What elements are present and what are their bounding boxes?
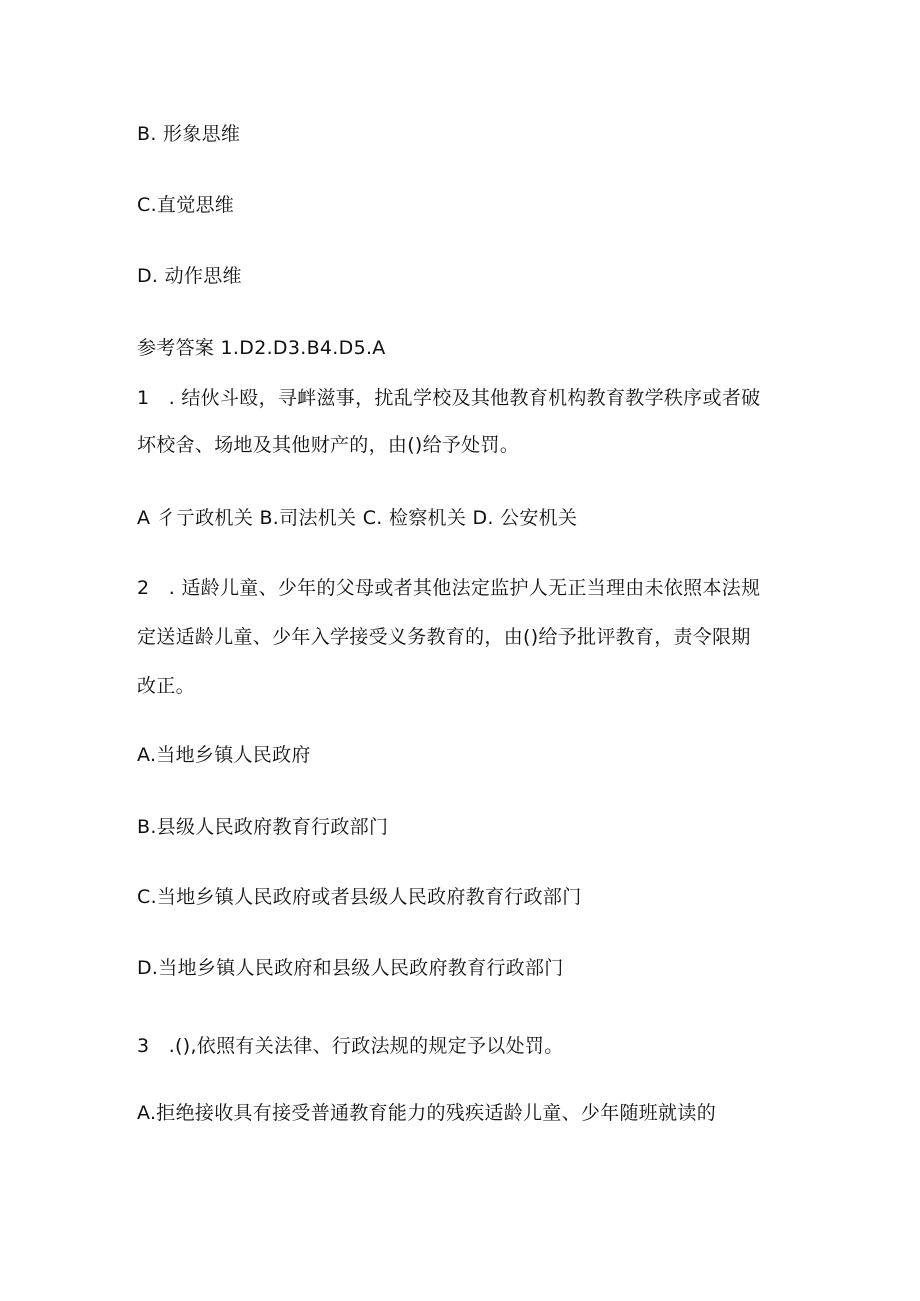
question-2-text-line-2: 定送适龄儿童、少年入学接受义务教育的，由()给予批评教育，责令限期	[137, 626, 751, 648]
question-2-option-d: D.当地乡镇人民政府和县级人民政府教育行政部门	[137, 957, 564, 979]
question-3-option-a: A.拒绝接收具有接受普通教育能力的残疾适龄儿童、少年随班就读的	[137, 1102, 717, 1124]
option-c-intuitive-thinking: C.直觉思维	[137, 194, 235, 216]
question-2-option-a: A.当地乡镇人民政府	[137, 744, 311, 766]
option-d-action-thinking: D. 动作思维	[137, 265, 242, 287]
question-1-options: A 彳亍政机关 B.司法机关 C. 检察机关 D. 公安机关	[137, 507, 578, 529]
question-2-text-line-1: 2 . 适龄儿童、少年的父母或者其他法定监护人无正当理由未依照本法规	[137, 577, 761, 599]
question-1-text-line-1: 1 . 结伙斗殴，寻衅滋事，扰乱学校及其他教育机构教育教学秩序或者破	[137, 387, 761, 409]
reference-answers: 参考答案 1.D2.D3.B4.D5.A	[137, 337, 386, 359]
question-2-text-line-3: 改正。	[137, 675, 195, 697]
option-b-image-thinking: B. 形象思维	[137, 123, 241, 145]
question-1-text-line-2: 坏校舍、场地及其他财产的，由()给予处罚。	[137, 434, 520, 456]
question-2-option-c: C.当地乡镇人民政府或者县级人民政府教育行政部门	[137, 886, 582, 908]
question-3-text: 3 .(),依照有关法律、行政法规的规定予以处罚。	[137, 1035, 564, 1057]
question-2-option-b: B.县级人民政府教育行政部门	[137, 816, 389, 838]
